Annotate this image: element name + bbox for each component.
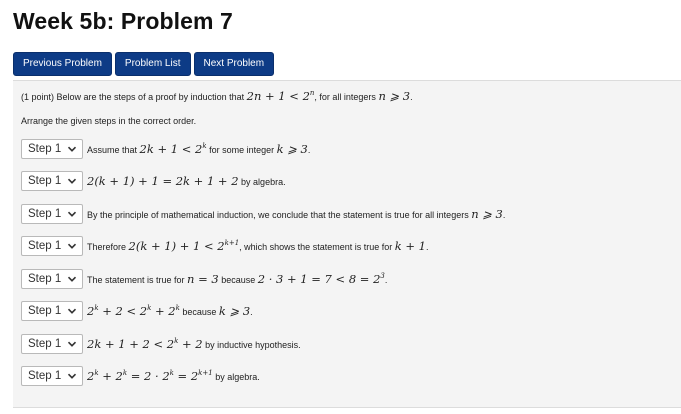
step-math: k ⩾ 3 bbox=[276, 142, 308, 156]
problem-statement: (1 point) Below are the steps of a proof by induction that $2n + 1 < 2^n$, for all integers n ⩾ 3. bbox=[21, 89, 413, 103]
instruction-text: Arrange the given steps in the correct order. bbox=[21, 116, 197, 126]
step-math: $2(k + 1) + 1 < 2^{k+1}$ bbox=[128, 239, 240, 253]
chevron-down-icon bbox=[67, 241, 77, 251]
step-math: = $2^{k+1}$ bbox=[173, 369, 213, 383]
step-math: $2k + 1 + 2 < 2^k$ bbox=[87, 337, 179, 351]
step-order-select[interactable] bbox=[21, 236, 83, 256]
step-math: = $2 \cdot 2^k$ bbox=[127, 369, 174, 383]
chevron-down-icon bbox=[67, 371, 77, 381]
step-order-value: Step 1 bbox=[28, 305, 62, 317]
step-row bbox=[21, 269, 387, 289]
step-order-select[interactable] bbox=[21, 139, 83, 159]
step-math: 2$^k$ bbox=[87, 304, 99, 318]
chevron-down-icon bbox=[67, 144, 77, 154]
previous-problem-button[interactable]: Previous Problem bbox=[13, 52, 112, 76]
step-math: n = 3 bbox=[187, 272, 219, 286]
step-order-select[interactable] bbox=[21, 171, 83, 191]
page-title: Week 5b: Problem 7 bbox=[13, 8, 233, 34]
step-order-select[interactable] bbox=[21, 301, 83, 321]
chevron-down-icon bbox=[67, 176, 77, 186]
problem-panel bbox=[13, 80, 681, 408]
statement-math: $2n + 1 < 2^n$ bbox=[246, 89, 315, 103]
step-row bbox=[21, 366, 260, 386]
step-order-value: Step 1 bbox=[28, 208, 62, 220]
step-math: 2$^k$ bbox=[87, 369, 99, 383]
step-text: Therefore $2(k + 1) + 1 < 2^{k+1}$, which shows the statement is true for k + 1. bbox=[87, 239, 429, 253]
step-math: + $2 < 2^k$ bbox=[98, 304, 152, 318]
step-text: $2k + 1 + 2 < 2^k + 2$ by inductive hypothesis. bbox=[87, 337, 301, 351]
step-math: $2 \cdot 3 + 1 = 7 < 8 = 2^3$ bbox=[257, 272, 385, 286]
step-text: 2(k + 1) + 1 = 2k + 1 + 2 by algebra. bbox=[87, 174, 286, 188]
step-row bbox=[21, 334, 301, 354]
step-row bbox=[21, 301, 253, 321]
chevron-down-icon bbox=[67, 209, 77, 219]
step-math: k + 1 bbox=[394, 239, 426, 253]
problem-list-button[interactable]: Problem List bbox=[115, 52, 191, 76]
step-order-value: Step 1 bbox=[28, 273, 62, 285]
step-text: Assume that $2k + 1 < 2^k$ for some integer k ⩾ 3. bbox=[87, 142, 311, 156]
step-math: + $2^k$ bbox=[151, 304, 180, 318]
chevron-down-icon bbox=[67, 274, 77, 284]
step-order-select[interactable] bbox=[21, 366, 83, 386]
step-math: k ⩾ 3 bbox=[218, 304, 251, 318]
next-problem-button[interactable]: Next Problem bbox=[194, 52, 275, 76]
step-order-value: Step 1 bbox=[28, 370, 62, 382]
step-order-value: Step 1 bbox=[28, 175, 62, 187]
step-row bbox=[21, 139, 310, 159]
step-order-select[interactable] bbox=[21, 204, 83, 224]
step-math: 2(k + 1) + 1 = 2k + 1 + 2 bbox=[87, 174, 239, 188]
chevron-down-icon bbox=[67, 339, 77, 349]
step-row bbox=[21, 204, 505, 224]
step-text: The statement is true for n = 3 because $2 \cdot 3 + 1 = 7 < 8 = 2^3$. bbox=[87, 272, 388, 286]
step-math: $2k + 1 < 2^k$ bbox=[139, 142, 207, 156]
statement-text: (1 point) Below are the steps of a proof by induction that bbox=[21, 92, 247, 102]
step-text: By the principle of mathematical induction, we conclude that the statement is true for all integers n ⩾ 3. bbox=[87, 207, 506, 221]
step-text: $2^k + 2^k = 2 \cdot 2^k = 2^{k+1}$ by algebra. bbox=[87, 369, 260, 383]
step-row bbox=[21, 236, 428, 256]
step-order-select[interactable] bbox=[21, 269, 83, 289]
step-order-value: Step 1 bbox=[28, 240, 62, 252]
step-math: + $2^k$ bbox=[98, 369, 128, 383]
step-order-select[interactable] bbox=[21, 334, 83, 354]
step-text: $2^k + 2 < 2^k + 2^k$ because k ⩾ 3. bbox=[87, 304, 253, 318]
step-row bbox=[21, 171, 286, 191]
problem-navigation bbox=[13, 52, 274, 76]
step-order-value: Step 1 bbox=[28, 338, 62, 350]
step-math: n ⩾ 3 bbox=[471, 207, 503, 221]
chevron-down-icon bbox=[67, 306, 77, 316]
step-order-value: Step 1 bbox=[28, 143, 62, 155]
step-math: + 2 bbox=[178, 337, 203, 351]
